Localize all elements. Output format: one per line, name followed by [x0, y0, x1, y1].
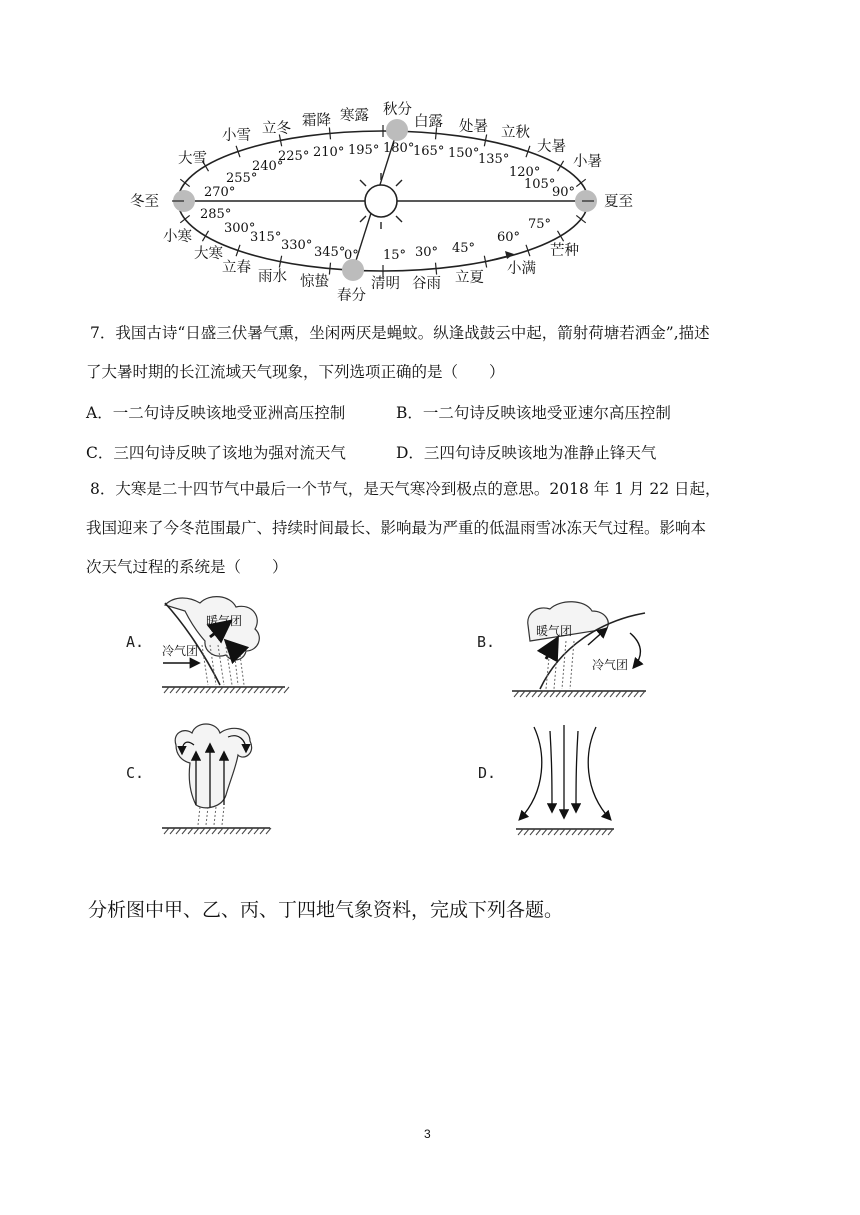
diagram-d-subsidence [478, 725, 614, 835]
ground-hatch [170, 687, 175, 693]
term-label-bailu: 白露 [414, 114, 443, 130]
term-label-hanlu: 寒露 [340, 108, 369, 124]
degree-label-135: 135° [478, 152, 510, 167]
ground-hatch [572, 829, 577, 835]
diagram-b-letter: B. [477, 633, 496, 651]
term-label-lidong: 立冬 [262, 121, 291, 137]
orbit-tick [576, 179, 585, 186]
ground-hatch [560, 829, 565, 835]
degree-label-210: 210° [313, 145, 345, 160]
question7-option-d: D．三四句诗反映该地为准静止锋天气 [396, 444, 657, 462]
ground-hatch [200, 687, 205, 693]
term-label-xiaoman: 小满 [507, 261, 536, 277]
ground-hatch [514, 691, 519, 697]
term-label-chushu: 处暑 [459, 119, 488, 135]
degree-label-90: 90° [552, 185, 576, 200]
ground-hatch [206, 687, 211, 693]
ground-hatch [574, 691, 579, 697]
ground-hatch [538, 691, 543, 697]
ground-hatch [586, 691, 591, 697]
degree-label-60: 60° [497, 230, 521, 245]
weather-system-diagrams [0, 585, 860, 850]
degree-label-180: 180° [383, 141, 415, 156]
term-label-winter-solstice: 冬至 [130, 194, 159, 210]
ground-hatch [520, 691, 525, 697]
ground-hatch [530, 829, 535, 835]
ground-hatch [188, 828, 193, 834]
ground-hatch [542, 829, 547, 835]
term-label-mangzhong: 芒种 [550, 243, 579, 259]
ground-hatch [590, 829, 595, 835]
ground-hatch [260, 828, 265, 834]
ground-hatch [194, 687, 199, 693]
ground-hatch [628, 691, 633, 697]
ground-hatch [182, 687, 187, 693]
degree-label-315: 315° [250, 230, 282, 245]
ground-hatch [580, 691, 585, 697]
ground-hatch [532, 691, 537, 697]
solar-terms-orbit-diagram [0, 0, 860, 320]
section-intro-text: 分析图中甲、乙、丙、丁四地气象资料，完成下列各题。 [88, 899, 564, 921]
page-number: 3 [424, 1127, 431, 1141]
ground-hatch [596, 829, 601, 835]
term-label-dashu: 大暑 [537, 139, 566, 155]
term-label-yushui: 雨水 [258, 269, 287, 285]
diagram-c-convection [126, 724, 271, 834]
ground-hatch [536, 829, 541, 835]
ground-hatch [608, 829, 613, 835]
question8-line2: 我国迎来了今冬范围最广、持续时间最长、影响最为严重的低温雨雪冰冻天气过程。影响本 [86, 519, 707, 537]
orbit-tick [436, 263, 437, 275]
degree-label-270: 270° [204, 185, 236, 200]
ground-hatch [176, 828, 181, 834]
ground-hatch [260, 687, 265, 693]
orbit-tick [202, 231, 208, 241]
ground-hatch [622, 691, 627, 697]
ground-hatch [598, 691, 603, 697]
ground-hatch [170, 828, 175, 834]
degree-label-15: 15° [383, 248, 407, 263]
diagram-c-letter: C. [126, 764, 145, 782]
ground-hatch [230, 687, 235, 693]
diagram-b-warm-front [477, 602, 646, 697]
term-label-lichun: 立春 [222, 260, 251, 276]
degree-label-330: 330° [281, 238, 313, 253]
degree-label-105: 105° [524, 177, 556, 192]
ground-hatch [224, 687, 229, 693]
ground-hatch [176, 687, 181, 693]
orbit-tick [180, 179, 189, 186]
degree-label-45: 45° [452, 241, 476, 256]
degree-label-75: 75° [528, 217, 552, 232]
orbit-tick [557, 231, 563, 241]
ground-hatch [212, 687, 217, 693]
ground-hatch [266, 828, 271, 834]
ground-hatch [254, 828, 259, 834]
ground-hatch [634, 691, 639, 697]
question7-option-b: B．一二句诗反映该地受亚速尔高压控制 [396, 404, 671, 422]
ground-hatch [164, 828, 169, 834]
degree-label-225: 225° [278, 149, 310, 164]
term-label-jingzhe: 惊蛰 [300, 274, 329, 290]
ground-hatch [556, 691, 561, 697]
ground-hatch [218, 828, 223, 834]
ground-hatch [518, 829, 523, 835]
diagram-b-cold-air-label: 冷气团 [592, 658, 629, 672]
term-label-autumn-equinox: 秋分 [383, 102, 412, 118]
ground-hatch [592, 691, 597, 697]
term-label-spring-equinox: 春分 [337, 288, 366, 304]
term-label-daxue: 大雪 [178, 151, 207, 167]
degree-label-345: 345° [314, 245, 346, 260]
degree-label-150: 150° [448, 146, 480, 161]
ground-hatch [566, 829, 571, 835]
term-label-liqiu: 立秋 [501, 125, 530, 141]
ground-hatch [248, 828, 253, 834]
ground-hatch [584, 829, 589, 835]
ground-hatch [272, 687, 277, 693]
term-label-xiaoshu: 小暑 [573, 154, 602, 170]
ground-hatch [242, 687, 247, 693]
orbit-tick [329, 263, 330, 275]
ground-hatch [236, 687, 241, 693]
ground-hatch [218, 687, 223, 693]
ground-hatch [224, 828, 229, 834]
term-label-shuangjiang: 霜降 [302, 113, 331, 129]
ground-hatch [550, 691, 555, 697]
ground-hatch [284, 687, 289, 693]
ground-hatch [568, 691, 573, 697]
ground-hatch [548, 829, 553, 835]
degree-label-120: 120° [509, 165, 541, 180]
term-label-lixia: 立夏 [455, 270, 484, 286]
question7-line1: 7．我国古诗“日盛三伏暑气熏，坐闲两厌是蝇蚊。纵逢战鼓云中起，箭射荷塘若洒金”,描述 [90, 324, 710, 342]
ground-hatch [182, 828, 187, 834]
ground-hatch [640, 691, 645, 697]
diagram-a-letter: A. [126, 633, 145, 651]
orbit-tick [180, 215, 189, 222]
term-label-qingming: 清明 [371, 276, 400, 292]
ground-hatch [526, 691, 531, 697]
degree-label-255: 255° [226, 171, 258, 186]
degree-label-0: 0° [344, 248, 359, 263]
ground-hatch [230, 828, 235, 834]
ground-hatch [278, 687, 283, 693]
ground-hatch [544, 691, 549, 697]
orbit-tick [557, 161, 563, 171]
question7-option-c: C．三四句诗反映了该地为强对流天气 [86, 444, 346, 462]
ground-hatch [254, 687, 259, 693]
question8-line3: 次天气过程的系统是（ ） [86, 558, 288, 576]
ground-hatch [164, 687, 169, 693]
ground-hatch [554, 829, 559, 835]
orbit-tick [576, 215, 585, 222]
ground-hatch [602, 829, 607, 835]
ground-hatch [266, 687, 271, 693]
ground-hatch [604, 691, 609, 697]
degree-label-285: 285° [200, 207, 232, 222]
ground-hatch [610, 691, 615, 697]
term-label-guyu: 谷雨 [412, 276, 441, 292]
diagram-d-letter: D. [478, 764, 497, 782]
question7-option-a: A．一二句诗反映该地受亚洲高压控制 [86, 404, 346, 422]
ground-hatch [236, 828, 241, 834]
question7-line2: 了大暑时期的长江流域天气现象，下列选项正确的是（ ） [86, 363, 505, 381]
diagram-a-cold-air-label: 冷气团 [162, 644, 199, 658]
ground-hatch [562, 691, 567, 697]
degree-label-165: 165° [413, 144, 445, 159]
orbit-tick [329, 127, 330, 139]
diagram-a-warm-air-label: 暖气团 [206, 614, 243, 628]
question8-line1: 8．大寒是二十四节气中最后一个节气，是天气寒冷到极点的意思。2018 年 1 月 22 日起， [90, 480, 721, 498]
degree-label-300: 300° [224, 221, 256, 236]
degree-label-240: 240° [252, 159, 284, 174]
earth-autumn-equinox [386, 119, 408, 141]
term-label-dahan: 大寒 [194, 246, 223, 262]
ground-hatch [242, 828, 247, 834]
degree-label-195: 195° [348, 143, 380, 158]
ground-hatch [524, 829, 529, 835]
term-label-xiaohan: 小寒 [163, 229, 192, 245]
term-label-xiaoxue: 小雪 [222, 128, 251, 144]
ground-hatch [248, 687, 253, 693]
ground-hatch [212, 828, 217, 834]
term-label-summer-solstice: 夏至 [604, 194, 633, 210]
ground-hatch [188, 687, 193, 693]
diagram-a-cold-front [126, 597, 289, 693]
ground-hatch [578, 829, 583, 835]
ground-hatch [194, 828, 199, 834]
ground-hatch [206, 828, 211, 834]
diagram-b-warm-air-label: 暖气团 [536, 624, 573, 638]
ground-hatch [616, 691, 621, 697]
ground-hatch [200, 828, 205, 834]
degree-label-30: 30° [415, 245, 439, 260]
